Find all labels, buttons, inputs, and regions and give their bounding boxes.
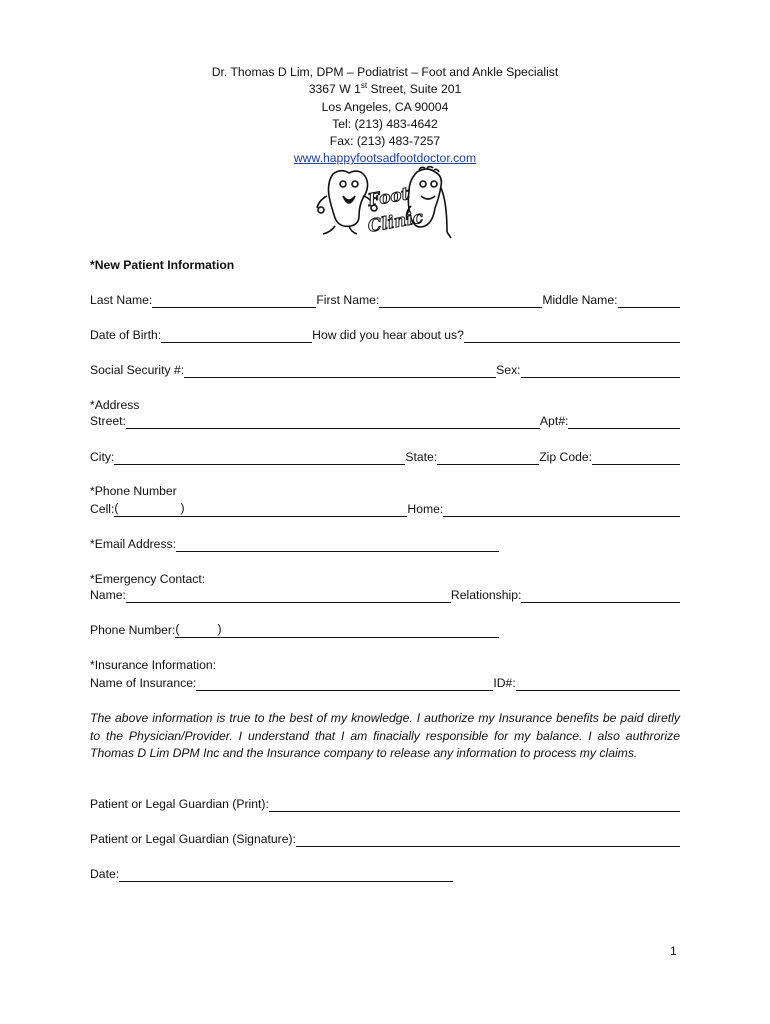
doctor-title: Dr. Thomas D Lim, DPM – Podiatrist – Foot and Ankle Specialist [211,65,559,79]
website-link[interactable]: www.happyfootsadfootdoctor.com [293,151,477,166]
guardian-print-field[interactable] [269,797,680,812]
address-ordinal: st [360,81,368,91]
fax: Fax: (213) 483-7257 [329,134,441,149]
dob-field[interactable] [161,328,312,343]
last-name-field[interactable] [152,293,316,308]
address-heading: *Address [90,398,140,412]
guardian-print-label: Patient or Legal Guardian (Print): [90,797,269,811]
insurance-heading: *Insurance Information: [90,658,217,672]
home-phone-field[interactable] [443,502,680,517]
address-street: Street, Suite 201 [367,82,462,97]
date-field[interactable] [119,867,453,882]
street-field[interactable] [126,414,540,429]
insurance-row [90,676,680,691]
emergency-phone-field[interactable] [175,623,499,638]
state-field[interactable] [437,450,539,465]
email-row [90,537,499,552]
logo-text-clinic: Clinic [366,207,425,237]
city-field[interactable] [114,450,405,465]
section-title: *New Patient Information [90,258,235,272]
street-label: Street: [90,414,126,428]
address-number: 3367 W 1 [308,82,361,97]
city-label: City: [90,450,115,464]
phone-row [90,502,680,517]
email-field[interactable] [176,537,499,552]
phone-heading: *Phone Number [90,484,177,498]
emergency-name-field[interactable] [126,588,451,603]
apt-field[interactable] [568,414,680,429]
referral-label: How did you hear about us? [312,328,464,342]
first-name-field[interactable] [379,293,542,308]
authorization-statement: The above information is true to the best of my knowledge. I authorize my Insurance benefits be paid diretly to the Physician/Provider. I understand that I am finacially responsible for my balance. I also authrorize Thomas D Lim DPM Inc and the Insurance company to release any information to process my claims. [90,711,680,760]
cell-label: Cell: [90,502,115,516]
sex-label: Sex: [496,363,521,377]
zip-label: Zip Code: [539,450,593,464]
zip-field[interactable] [592,450,680,465]
emergency-phone-row [90,623,499,638]
date-label: Date: [90,867,120,881]
emergency-row [90,588,680,603]
first-name-label: First Name: [316,293,380,307]
date-row [90,867,453,882]
sex-field[interactable] [521,363,680,378]
insurance-id-field[interactable] [516,676,680,691]
guardian-print-row [90,797,680,812]
guardian-signature-row [90,832,680,847]
cell-field[interactable] [114,502,407,517]
insurance-id-label: ID#: [493,676,516,690]
emergency-name-label: Name: [90,588,126,602]
emergency-phone-label: Phone Number: [90,623,176,637]
middle-name-field[interactable] [618,293,681,308]
cell-area-close: ) [180,501,185,515]
dob-row [90,328,680,343]
relationship-field[interactable] [521,588,680,603]
home-label: Home: [407,502,444,516]
page-number: 1 [670,944,677,958]
insurance-name-field[interactable] [196,676,493,691]
telephone: Tel: (213) 483-4642 [332,116,438,131]
city-row [90,450,680,465]
ssn-label: Social Security #: [90,363,185,377]
street-row [90,414,680,429]
cell-area-open: ( [114,501,119,515]
emergency-area-open: ( [175,622,180,636]
last-name-label: Last Name: [90,293,153,307]
foot-clinic-logo-icon [313,166,455,242]
street-address [0,81,770,98]
guardian-signature-field[interactable] [296,832,680,847]
relationship-label: Relationship: [450,588,522,602]
insurance-name-label: Name of Insurance: [90,676,197,690]
guardian-signature-label: Patient or Legal Guardian (Signature): [90,832,296,846]
apt-label: Apt#: [539,414,569,428]
email-label: *Email Address: [90,537,177,551]
logo-text-foot: Foot [366,183,411,211]
name-row [90,293,680,308]
emergency-heading: *Emergency Contact: [90,572,206,586]
ssn-field[interactable] [184,363,496,378]
state-label: State: [405,450,438,464]
middle-name-label: Middle Name: [542,293,618,307]
ssn-row [90,363,680,378]
referral-field[interactable] [464,328,680,343]
emergency-area-close: ) [217,622,222,636]
dob-label: Date of Birth: [90,328,162,342]
clinic-header [0,64,770,168]
city-state-zip: Los Angeles, CA 90004 [321,99,449,114]
